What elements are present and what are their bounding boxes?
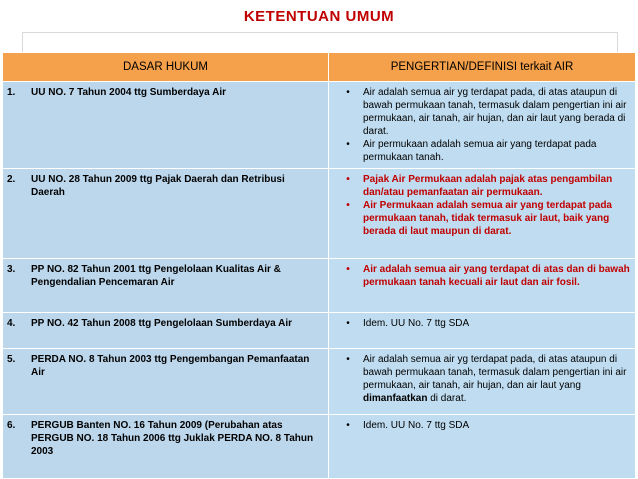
bullet-icon: • bbox=[346, 139, 350, 150]
table-row bbox=[3, 259, 636, 313]
definition-cell bbox=[329, 259, 636, 313]
bullet-text-part: di darat. bbox=[427, 393, 467, 404]
bullet-icon: • bbox=[346, 264, 350, 275]
definition-cell bbox=[329, 313, 636, 349]
row-number: 1. bbox=[7, 87, 16, 98]
bullet-text bbox=[363, 353, 631, 405]
bullet-icon: • bbox=[346, 174, 350, 185]
bullet-icon: • bbox=[346, 420, 350, 431]
law-text: PERGUB Banten NO. 16 Tahun 2009 (Perubahan atas PERGUB NO. 18 Tahun 2006 ttg Juklak PERDA NO. 8 Tahun 2003 bbox=[31, 420, 314, 457]
bullet-text-emphasis: dimanfaatkan bbox=[363, 393, 428, 404]
bullet-text: Idem. UU No. 7 ttg SDA bbox=[363, 420, 470, 431]
law-cell bbox=[3, 349, 329, 415]
table-row bbox=[3, 82, 636, 169]
law-text: PERDA NO. 8 Tahun 2003 ttg Pengembangan Pemanfaatan Air bbox=[31, 354, 310, 378]
bullet-text-part: Air adalah semua air yg terdapat pada, di atas ataupun di bawah permukaan tanah, termasuk dalam pengertian ini air permukaan, air tanah, air hujan, dan air laut yang bbox=[363, 354, 627, 391]
table-row bbox=[3, 349, 636, 415]
bullet-icon: • bbox=[346, 354, 350, 365]
bullet-text: Air permukaan adalah semua air yang terdapat pada permukaan tanah. bbox=[363, 139, 597, 163]
table-row bbox=[3, 415, 636, 479]
definition-cell bbox=[329, 82, 636, 169]
table-header-row bbox=[3, 53, 636, 82]
header-dasar-hukum: DASAR HUKUM bbox=[3, 53, 329, 82]
page-title: KETENTUAN UMUM bbox=[243, 8, 395, 25]
law-cell bbox=[3, 415, 329, 479]
definition-cell bbox=[329, 169, 636, 259]
bullet-text: Air adalah semua air yang terdapat di atas dan di bawah permukaan tanah kecuali air laut dan air fosil. bbox=[363, 264, 630, 288]
law-text: PP NO. 82 Tahun 2001 ttg Pengelolaan Kualitas Air & Pengendalian Pencemaran Air bbox=[31, 264, 281, 288]
law-cell bbox=[3, 82, 329, 169]
law-text: UU NO. 28 Tahun 2009 ttg Pajak Daerah dan Retribusi Daerah bbox=[31, 174, 285, 198]
law-cell bbox=[3, 313, 329, 349]
bullet-icon: • bbox=[346, 87, 350, 98]
bullet-item bbox=[333, 419, 631, 432]
table-row bbox=[3, 313, 636, 349]
row-number: 3. bbox=[7, 264, 16, 275]
bullet-text: Idem. UU No. 7 ttg SDA bbox=[363, 318, 470, 329]
bullet-text: Air Permukaan adalah semua air yang terdapat pada permukaan tanah, tidak termasuk air laut, baik yang berada di laut maupun di darat. bbox=[363, 200, 612, 237]
header-pengertian: PENGERTIAN/DEFINISI terkait AIR bbox=[329, 53, 636, 82]
law-cell bbox=[3, 169, 329, 259]
bullet-item bbox=[333, 86, 631, 138]
row-number: 5. bbox=[7, 354, 16, 365]
definition-cell bbox=[329, 415, 636, 479]
bullet-text: Pajak Air Permukaan adalah pajak atas pengambilan dan/atau pemanfaatan air permukaan. bbox=[363, 174, 613, 198]
law-cell bbox=[3, 259, 329, 313]
definition-cell bbox=[329, 349, 636, 415]
slide-frame bbox=[22, 32, 618, 53]
bullet-item bbox=[333, 263, 631, 289]
bullet-item bbox=[333, 173, 631, 199]
bullet-item bbox=[333, 138, 631, 164]
row-number: 4. bbox=[7, 318, 16, 329]
law-text: PP NO. 42 Tahun 2008 ttg Pengelolaan Sumberdaya Air bbox=[31, 318, 293, 329]
row-number: 2. bbox=[7, 174, 16, 185]
rules-table bbox=[2, 52, 636, 479]
bullet-icon: • bbox=[346, 200, 350, 211]
bullet-item bbox=[333, 199, 631, 238]
bullet-text: Air adalah semua air yg terdapat pada, di atas ataupun di bawah permukaan tanah, termasuk dalam pengertian ini air permukaan, air tanah, air hujan, dan air laut yang berada di darat. bbox=[363, 87, 627, 137]
table-row bbox=[3, 169, 636, 259]
row-number: 6. bbox=[7, 420, 16, 431]
bullet-item bbox=[333, 317, 631, 330]
bullet-item bbox=[333, 353, 631, 405]
law-text: UU NO. 7 Tahun 2004 ttg Sumberdaya Air bbox=[31, 87, 227, 98]
bullet-icon: • bbox=[346, 318, 350, 329]
